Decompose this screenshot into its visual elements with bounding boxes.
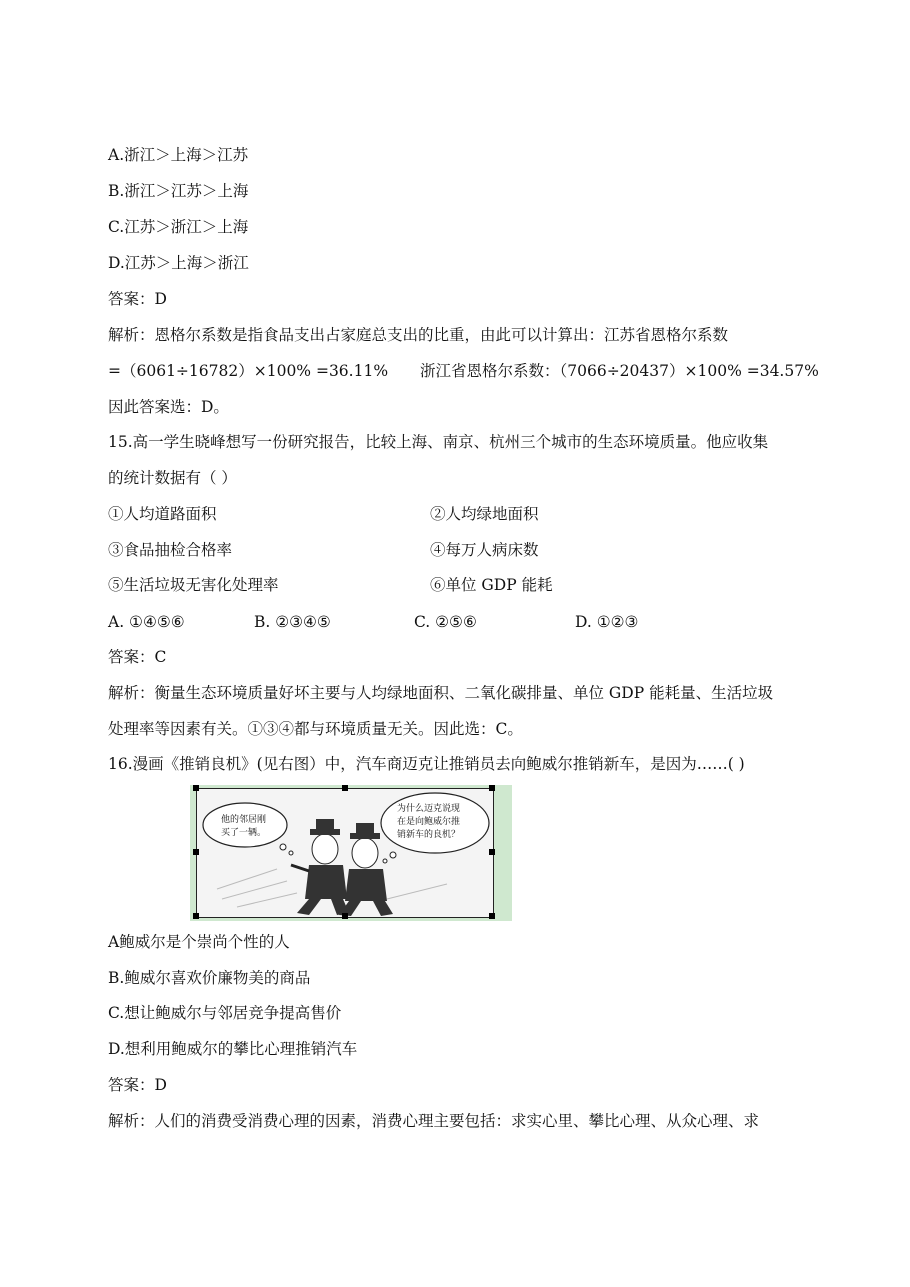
bubble-left-line1: 他的邻居刚 bbox=[221, 815, 267, 825]
q16-option-b: B.鲍威尔喜欢价廉物美的商品 bbox=[108, 969, 311, 987]
cartoon-image[interactable] bbox=[190, 785, 512, 921]
bubble-right-line1: 为什么迈克说现 bbox=[397, 804, 461, 814]
bubble-right-line3: 销新车的良机？ bbox=[397, 830, 461, 840]
q16-option-a: A鲍威尔是个崇尚个性的人 bbox=[108, 933, 290, 951]
q14-option-a: A.浙江＞上海＞江苏 bbox=[108, 146, 249, 164]
q15-choice-c: C. ②⑤⑥ bbox=[414, 613, 477, 631]
q15-stem-line2: 的统计数据有（ ） bbox=[108, 469, 237, 487]
q14-analysis-line3: 因此答案选：D。 bbox=[108, 398, 229, 416]
q14-analysis-line1: 解析：恩格尔系数是指食品支出占家庭总支出的比重，由此可以计算出：江苏省恩格尔系数 bbox=[108, 326, 729, 344]
q14-analysis-line2a: =（6061÷16782）×100% =36.11% bbox=[108, 362, 389, 380]
q15-item-1: ①人均道路面积 bbox=[108, 505, 217, 523]
q15-item-3: ③食品抽检合格率 bbox=[108, 541, 233, 559]
q14-option-d: D.江苏＞上海＞浙江 bbox=[108, 254, 249, 272]
q15-choice-d: D. ①②③ bbox=[575, 613, 639, 631]
q14-option-b: B.浙江＞江苏＞上海 bbox=[108, 182, 249, 200]
q15-analysis-line1: 解析：衡量生态环境质量好坏主要与人均绿地面积、二氧化碳排量、单位 GDP 能耗量、生活垃圾 bbox=[108, 684, 774, 702]
q15-choice-b: B. ②③④⑤ bbox=[254, 613, 331, 631]
q15-analysis-line2: 处理率等因素有关。①③④都与环境质量无关。因此选：C。 bbox=[108, 720, 523, 738]
car-dealer-figure bbox=[339, 823, 393, 916]
q14-answer: 答案：D bbox=[108, 290, 167, 308]
q15-item-2: ②人均绿地面积 bbox=[430, 505, 539, 523]
q16-option-d: D.想利用鲍威尔的攀比心理推销汽车 bbox=[108, 1040, 358, 1058]
q14-analysis-line2b: 浙江省恩格尔系数：（7066÷20437）×100% =34.57% bbox=[420, 362, 819, 380]
cartoon-drawing bbox=[197, 789, 493, 917]
q15-item-5: ⑤生活垃圾无害化处理率 bbox=[108, 576, 279, 594]
q15-choice-a: A. ①④⑤⑥ bbox=[108, 613, 185, 631]
q15-answer: 答案：C bbox=[108, 648, 167, 666]
q15-item-4: ④每万人病床数 bbox=[430, 541, 539, 559]
q16-answer: 答案：D bbox=[108, 1076, 167, 1094]
q16-stem: 16.漫画《推销良机》(见右图）中，汽车商迈克让推销员去向鲍威尔推销新车，是因为……( ) bbox=[108, 755, 745, 773]
q15-item-6: ⑥单位 GDP 能耗 bbox=[430, 576, 553, 594]
cartoon-frame bbox=[196, 788, 494, 918]
bubble-right-line2: 在是向鲍威尔推 bbox=[397, 817, 461, 827]
q16-option-c: C.想让鲍威尔与邻居竞争提高售价 bbox=[108, 1004, 342, 1022]
q16-analysis-line1: 解析：人们的消费受消费心理的因素，消费心理主要包括：求实心里、攀比心理、从众心理、求 bbox=[108, 1112, 760, 1130]
speech-bubble-left bbox=[203, 803, 287, 847]
bubble-left-line2: 买了一辆。 bbox=[221, 828, 267, 838]
q14-option-c: C.江苏＞浙江＞上海 bbox=[108, 218, 249, 236]
q15-stem-line1: 15.高一学生晓峰想写一份研究报告，比较上海、南京、杭州三个城市的生态环境质量。他应收集 bbox=[108, 433, 769, 451]
salesman-figure bbox=[291, 819, 349, 915]
